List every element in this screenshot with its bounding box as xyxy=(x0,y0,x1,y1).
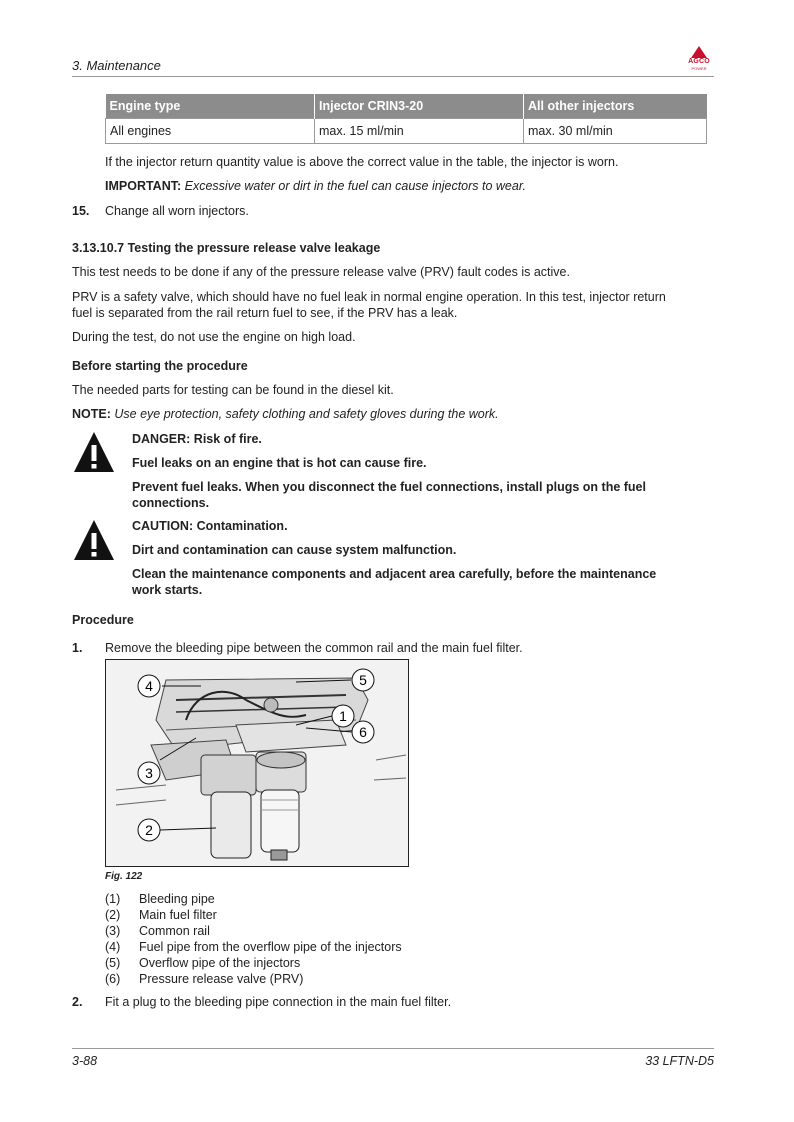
caution-line1: Dirt and contamination can cause system malfunction. xyxy=(132,543,457,557)
note xyxy=(72,406,499,422)
important-text: Excessive water or dirt in the fuel can cause injectors to wear. xyxy=(184,179,526,193)
table-cell: max. 15 ml/min xyxy=(315,119,524,144)
procedure-heading: Procedure xyxy=(72,613,134,627)
paragraph-load: During the test, do not use the engine on high load. xyxy=(72,330,356,344)
callout-6 xyxy=(352,721,374,743)
danger-line2b: connections. xyxy=(132,496,210,510)
caution-line2b: work starts. xyxy=(132,583,203,597)
danger-line2a: Prevent fuel leaks. When you disconnect the fuel connections, install plugs on the fuel xyxy=(132,480,646,494)
page-number: 3-88 xyxy=(72,1054,98,1068)
paragraph-prv-line1: PRV is a safety valve, which should have no fuel leak in normal engine operation. In this test, injector return xyxy=(72,290,666,304)
legend-item: (4) Fuel pipe from the overflow pipe of the injectors xyxy=(105,940,402,954)
svg-text:1: 1 xyxy=(339,708,347,724)
danger-line1: Fuel leaks on an engine that is hot can cause fire. xyxy=(132,456,427,470)
callout-5 xyxy=(352,669,374,691)
step-number: 15. xyxy=(72,204,90,218)
danger-block xyxy=(132,431,712,511)
table-row xyxy=(106,119,707,144)
section-title: 3. Maintenance xyxy=(72,58,161,73)
callout-1 xyxy=(332,705,354,727)
table-header-cell: Injector CRIN3-20 xyxy=(315,94,524,119)
svg-text:3: 3 xyxy=(145,765,153,781)
svg-text:6: 6 xyxy=(359,724,367,740)
step-text: Change all worn injectors. xyxy=(105,204,249,218)
caution-title: CAUTION: Contamination. xyxy=(132,519,288,533)
svg-text:2: 2 xyxy=(145,822,153,838)
important-label: IMPORTANT: xyxy=(105,179,182,193)
legend-item: (2) Main fuel filter xyxy=(105,908,217,922)
callout-4 xyxy=(138,675,160,697)
table-cell: max. 30 ml/min xyxy=(524,119,707,144)
legend-item: (6) Pressure release valve (PRV) xyxy=(105,972,304,986)
paragraph-kit: The needed parts for testing can be found in the diesel kit. xyxy=(72,383,394,397)
before-heading: Before starting the procedure xyxy=(72,359,248,373)
table-header-cell: All other injectors xyxy=(524,94,707,119)
footer-divider xyxy=(72,1048,714,1049)
step-number: 2. xyxy=(72,995,83,1009)
svg-text:4: 4 xyxy=(145,678,153,694)
paragraph-test: This test needs to be done if any of the pressure release valve (PRV) fault codes is active. xyxy=(72,265,570,279)
note-text: Use eye protection, safety clothing and safety gloves during the work. xyxy=(114,407,499,421)
figure-caption: Fig. 122 xyxy=(105,871,143,882)
figure-engine-photo xyxy=(105,659,409,867)
section-heading: 3.13.10.7 Testing the pressure release valve leakage xyxy=(72,241,381,255)
paragraph-worn: If the injector return quantity value is above the correct value in the table, the injector is worn. xyxy=(105,155,619,169)
step-text: Fit a plug to the bleeding pipe connection in the main fuel filter. xyxy=(105,995,452,1009)
caution-warning-icon xyxy=(72,518,116,562)
table-cell: All engines xyxy=(106,119,315,144)
callout-3 xyxy=(138,762,160,784)
danger-title: DANGER: Risk of fire. xyxy=(132,432,262,446)
injector-return-table xyxy=(105,94,707,144)
document-code: 33 LFTN-D5 xyxy=(645,1054,714,1068)
caution-line2a: Clean the maintenance components and adjacent area carefully, before the maintenance xyxy=(132,567,657,581)
legend-item: (3) Common rail xyxy=(105,924,210,938)
logo-triangle-icon xyxy=(691,46,707,58)
table-header-row xyxy=(106,94,707,119)
danger-warning-icon xyxy=(72,430,116,474)
table-header-cell: Engine type xyxy=(106,94,315,119)
logo-sub: POWER xyxy=(691,66,707,71)
legend-item: (1) Bleeding pipe xyxy=(105,892,215,906)
agco-logo xyxy=(684,46,714,74)
step-text: Remove the bleeding pipe between the common rail and the main fuel filter. xyxy=(105,641,523,655)
legend-item: (5) Overflow pipe of the injectors xyxy=(105,956,301,970)
figure-legend xyxy=(105,891,402,987)
paragraph-prv-line2: fuel is separated from the rail return fuel to see, if the PRV has a leak. xyxy=(72,306,458,320)
svg-text:5: 5 xyxy=(359,672,367,688)
callout-2 xyxy=(138,819,160,841)
step-number: 1. xyxy=(72,641,83,655)
header-divider xyxy=(72,76,714,77)
logo-brand: AGCO xyxy=(688,58,710,65)
important-note xyxy=(105,178,526,194)
engine-illustration xyxy=(106,660,408,866)
note-label: NOTE: xyxy=(72,407,111,421)
caution-block xyxy=(132,518,712,598)
